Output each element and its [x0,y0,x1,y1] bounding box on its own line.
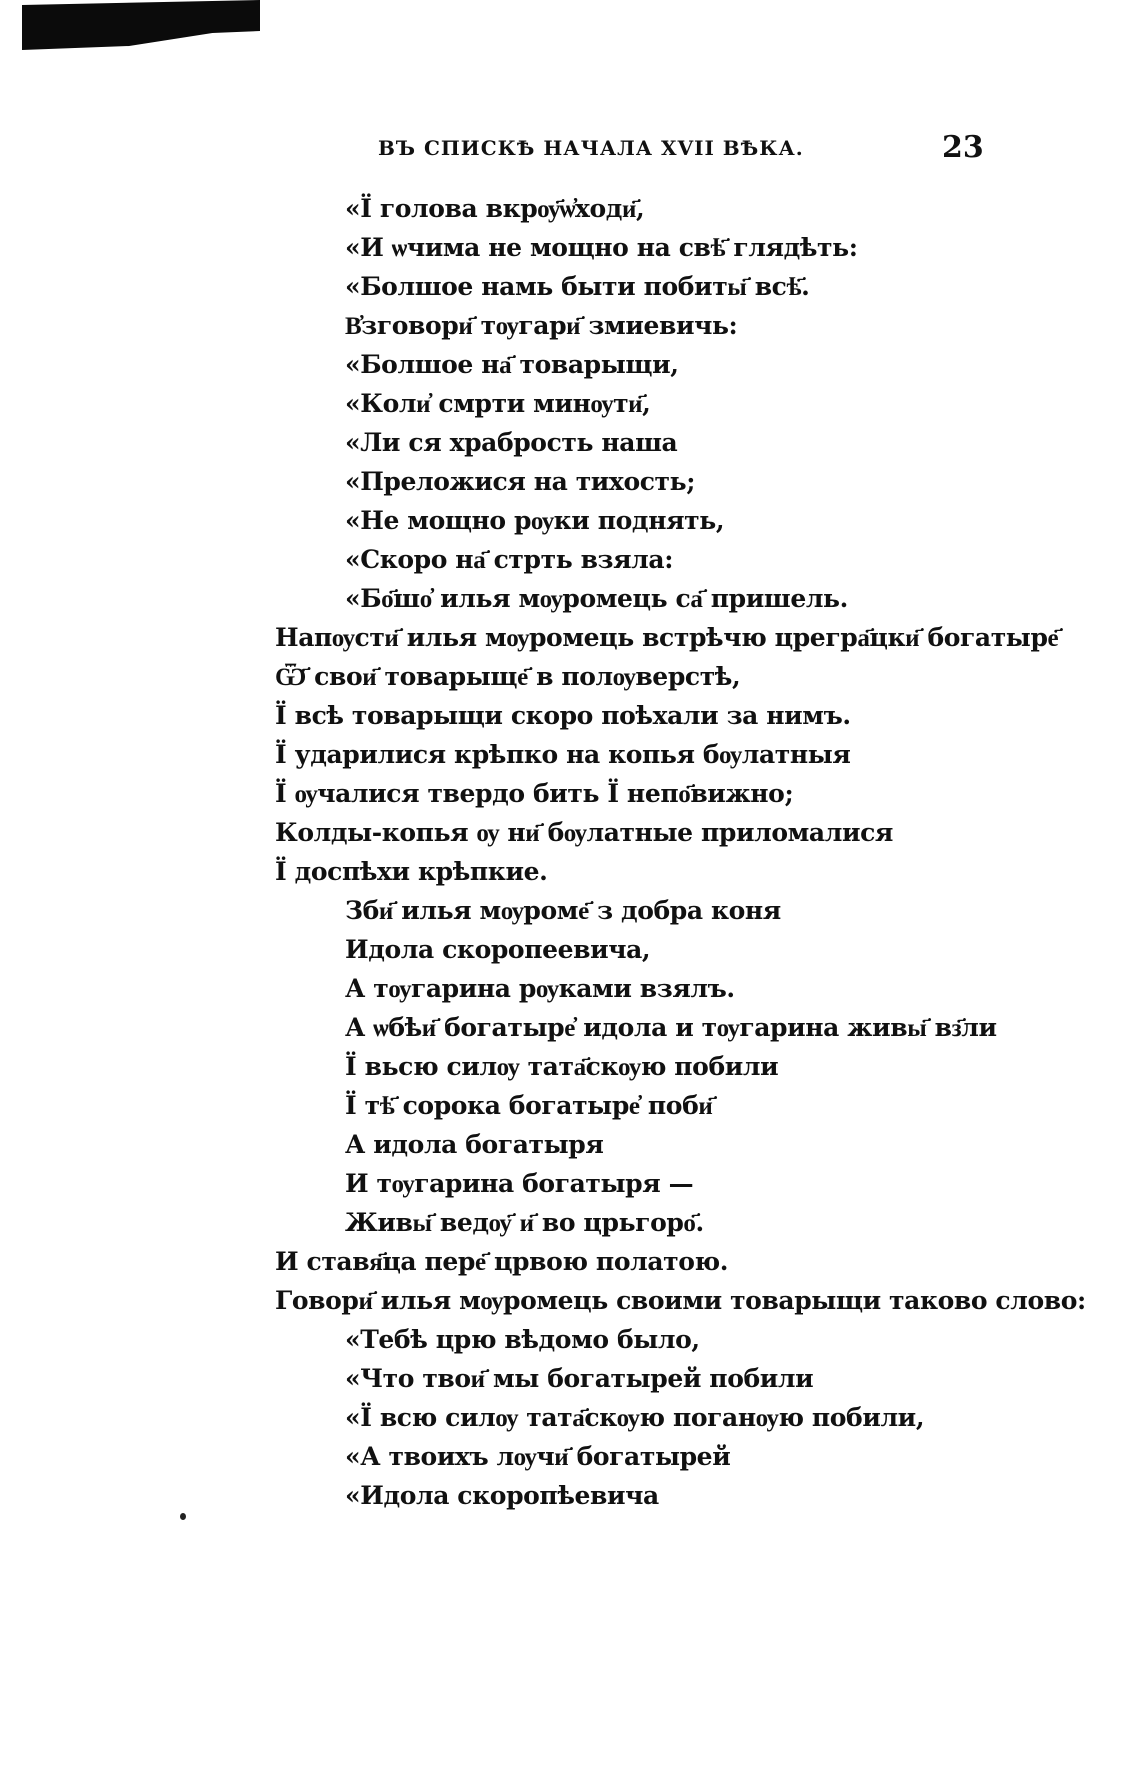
text-line: Ї доспѣхи крѣпкие. [275,857,548,886]
text-line: Живы҃ ведѹ҃ и҃ во црьгоро҃. [345,1208,704,1237]
text-line: Ї ѹчалися твердо бить Ї непо҃вижно; [275,779,794,808]
text-line: А ѡбѣи҃ богатыре҆ идола и тѹгарина живы҃ вз҃ли [345,1013,997,1042]
page-number: 23 [942,130,984,165]
text-line: Ї вьсю силѹ тата҃скѹю побили [345,1052,779,1081]
text-line: В҆зговори҃ тѹгари҃ змиевичь: [345,311,738,340]
text-line: «Коли҆ смрти минѹти҃, [345,389,651,418]
text-line: Зби҃ илья мѹроме҃ з добра коня [345,896,781,925]
text-line: Идола скоропеевича, [345,935,651,964]
text-line: «Болшое на҃ товарыщи, [345,350,679,379]
text-line: «Болшое намь быти побиты҃ всѣ҃. [345,272,810,301]
text-line: «Скоро на҃ стрть взяла: [345,545,674,574]
running-head: ВЪ СПИСКѢ НАЧАЛА XVII ВѢКА. [378,136,804,160]
text-line: «И ѡчима не мощно на свѣ҃ глядѣть: [345,233,858,262]
text-line: «Тебѣ црю вѣдомо было, [345,1325,700,1354]
text-line: «Ї голова вкрѹ҃ѡ҆ходи҃, [345,194,645,223]
text-line: «Ї всю силѹ тата҃скѹю поганѹю побили, [345,1403,925,1432]
text-line: И тѹгарина богатыря — [345,1169,694,1198]
text-line: Ї всѣ товарыщи скоро поѣхали за нимъ. [275,701,851,730]
text-line: «Преложися на тихость; [345,467,696,496]
text-line: «А твоихъ лѹчи҃ богатырей [345,1442,731,1471]
text-line: Ї ударилися крѣпко на копья бѹлатныя [275,740,851,769]
text-line: «Идола скоропѣевича [345,1481,659,1510]
text-line: «Не мощно рѹки поднять, [345,506,725,535]
text-line: «Что твои҃ мы богатырей побили [345,1364,814,1393]
text-line: Колды-копья ѹ ни҃ бѹлатные приломалися [275,818,893,847]
text-line: И ставя҃ца пере҃ црвою полатою. [275,1247,729,1276]
text-line: Говори҃ илья мѹромець своими товарыщи таково слово: [275,1286,1086,1315]
text-line: Ѿ҃ свои҃ товарыще҃ в полѹверстѣ, [275,662,741,691]
text-line: Ї тѣ҃ сорока богатыре҆ поби҃ [345,1091,713,1120]
text-line: А тѹгарина рѹками взялъ. [345,974,735,1003]
text-line: «Бо҃шо҆ илья мѹромець са҃ пришель. [345,584,848,613]
text-line: А идола богатыря [345,1130,604,1159]
text-line: Напѹсти҃ илья мѹромець встрѣчю црегра҃цки҃ богатыре҃ [275,623,1059,652]
text-line: «Ли ся храбрость наша [345,428,678,457]
